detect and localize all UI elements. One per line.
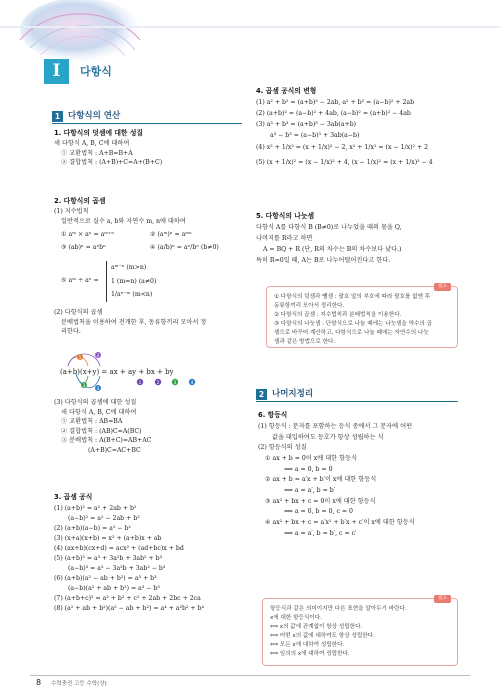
- tip-box-operations: [266, 286, 458, 348]
- tip-line: ③ 다항식의 나눗셈 : 단항식으로 나눌 때에는 나눗셈을 역수의 곱: [274, 320, 432, 327]
- formula-line: (a−b)² = a² − 2ab + b²: [68, 515, 140, 523]
- text-line: ② (aᵐ)ⁿ = aᵐⁿ: [150, 231, 192, 238]
- section-divider: [52, 123, 242, 124]
- marker-label: 3: [82, 383, 86, 388]
- diagram-expression: (a+b)(x+y) = ax + ay + bx + by: [60, 368, 174, 376]
- text-line: 1 (m=n) (a≠0): [111, 277, 157, 285]
- text-line: 세 다항식 A, B, C에 대하여: [54, 140, 130, 147]
- tip-line: 항등식과 같은 의미이지만 다른 표현을 알아두기 바란다.: [270, 606, 407, 612]
- page-footer: [36, 677, 107, 689]
- subheading-formulas: 3. 곱셈 공식: [54, 493, 93, 501]
- tip-box-identity: [262, 598, 458, 666]
- text-line: (2) 다항식의 곱셈: [54, 309, 103, 316]
- text-line: (1) 지수법칙: [54, 208, 89, 215]
- division-cases: [106, 261, 156, 302]
- division-text: [256, 223, 402, 266]
- tip-line: ⟺ 임의의 x에 대하여 성립한다.: [270, 650, 350, 657]
- formula-variants: [256, 98, 433, 171]
- text-line: 분배법칙을 이용하여 전개한 후, 동류항끼리 모아서 정: [61, 318, 207, 326]
- identity-text: [258, 422, 415, 539]
- formula-line: (1) (a+b)² = a² + 2ab + b²: [54, 505, 137, 512]
- subheading-identity: 6. 항등식: [258, 411, 288, 419]
- tip-line: ① 다항식의 덧셈과 뺄셈 : 괄호 앞의 부호에 따라 괄호를 없앤 후: [274, 294, 431, 300]
- text-line: 일반적으로 실수 a, b와 자연수 m, n에 대하여: [61, 217, 186, 225]
- distribution-diagram: [58, 352, 208, 394]
- exponent-division: [61, 276, 99, 286]
- header-band: [0, 26, 500, 28]
- tip-line: ⟺ x의 값에 관계없이 항상 성립한다.: [270, 623, 363, 630]
- tip-line: ② 다항식의 곱셈 : 지수법칙과 분배법칙을 이용한다.: [274, 311, 402, 318]
- page-number: 8: [36, 678, 42, 687]
- multiplication-formulas: [54, 504, 204, 615]
- formula-line: (7) (a+b+c)² = a² + b² + c² + 2ab + 2bc + 2ca: [54, 595, 201, 603]
- text-line: ③ 분배법칙 : A(B+C)=AB+AC: [61, 437, 152, 445]
- text-line: 리한다.: [61, 328, 81, 336]
- text-line: (2) 항등식의 성질: [258, 444, 307, 452]
- marker-label: 3: [173, 380, 177, 385]
- text-line: ⟺ a = a′, b = b′: [284, 486, 336, 494]
- section-number: 2: [256, 389, 267, 400]
- marker-label: 4: [96, 386, 100, 391]
- section-number: 1: [52, 111, 63, 122]
- text-line: A = BQ + R (단, R의 차수는 B의 차수보다 낮다.): [263, 245, 402, 253]
- section-divider: [256, 401, 458, 402]
- tip-line: 동류항끼리 모아서 정리한다.: [274, 302, 345, 309]
- exponent-laws-left: [61, 228, 114, 254]
- page-header: [0, 0, 500, 95]
- text-line: ④ (a/b)ⁿ = aⁿ/bⁿ (b≠0): [150, 244, 219, 252]
- book-title: 수력충전 고등 수학(상): [51, 681, 107, 687]
- formula-line: (4) (ax+b)(cx+d) = acx² + (ad+bc)x + bd: [54, 545, 184, 553]
- multiplication-properties: [54, 398, 151, 456]
- tip-badge: 참고: [434, 595, 451, 603]
- text-line: 다항식 A를 다항식 B (B≠0)로 나누었을 때의 몫을 Q,: [256, 224, 402, 231]
- marker-label: 4: [190, 380, 194, 385]
- text-line: 특히 R=0일 때, A는 B로 나누어떨어진다고 한다.: [256, 256, 391, 264]
- section-2-heading: [256, 388, 313, 401]
- text-line: aᵐ⁻ⁿ (m>n): [111, 264, 147, 271]
- text-line: 세 다항식 A, B, C에 대하여: [61, 408, 137, 416]
- formula-line: (8) (a² + ab + b²)(a² − ab + b²) = a⁴ + a²b² + b⁴: [54, 605, 204, 613]
- text-line: ② ax + b = a′x + b′이 x에 대한 항등식: [265, 476, 377, 484]
- text-line: ② 결합법칙 : (A+B)+C=A+(B+C): [61, 159, 163, 167]
- text-line: (1) 항등식 : 문자를 포함하는 등식 중에서 그 문자에 어떤: [258, 423, 413, 430]
- section-title: 나머지정리: [272, 389, 314, 399]
- section-title: 다항식의 연산: [68, 111, 121, 121]
- polynomial-product-text: [54, 308, 206, 337]
- subheading-addition: 1. 다항식의 덧셈에 대한 성질: [54, 129, 143, 137]
- exponent-laws-right: [150, 228, 219, 254]
- text-line: ⑤ aᵐ ÷ aⁿ =: [61, 277, 99, 284]
- text-line: ② 결합법칙 : (AB)C=A(BC): [61, 427, 142, 435]
- formula-line: (4) x² + 1/x² = (x + 1/x)² − 2, x² + 1/x² = (x − 1/x)² + 2: [256, 144, 429, 152]
- marker-label: 2: [156, 380, 160, 385]
- text-line: 값을 대입하여도 등호가 항상 성립하는 식: [272, 433, 384, 441]
- formula-line: (5) (a+b)³ = a³ + 3a²b + 3ab² + b³: [54, 555, 163, 563]
- marker-label: 2: [96, 353, 100, 358]
- section-1-heading: [52, 110, 120, 123]
- tip-line: ⟺ 모든 x에 대하여 성립한다.: [270, 641, 345, 648]
- text-line: ③ ax² + bx + c = 0이 x에 대한 항등식: [265, 497, 376, 505]
- formula-line: (3) a³ + b³ = (a+b)³ − 3ab(a+b): [256, 120, 357, 128]
- text-line: ① aᵐ × aⁿ = aᵐ⁺ⁿ: [61, 231, 115, 238]
- tip-line: 셈으로 바꾸어 계산하고, 다항식으로 나눌 때에는 자연수의 나눗: [274, 329, 429, 336]
- chapter-number: I: [44, 59, 69, 84]
- marker-label: 1: [78, 355, 82, 360]
- text-line: ③ (ab)ⁿ = aⁿbⁿ: [61, 244, 106, 252]
- text-line: (A+B)C=AC+BC: [88, 447, 141, 455]
- text-line: ① ax + b = 0이 x에 대한 항등식: [265, 454, 358, 462]
- tip-line: ⟺ 어떤 x의 값에 대하여도 항상 성립한다.: [270, 632, 375, 639]
- header-decoration: [0, 0, 190, 95]
- subheading-multiplication: 2. 다항식의 곱셈: [54, 197, 106, 205]
- text-line: ⟺ a = 0, b = 0: [284, 465, 333, 473]
- formula-line: (2) (a+b)² = (a−b)² + 4ab, (a−b)² = (a+b)² − 4ab: [256, 109, 411, 117]
- addition-properties: [54, 139, 162, 168]
- footer-rule: [30, 675, 470, 676]
- text-line: ① 교환법칙 : A+B=B+A: [61, 149, 133, 157]
- text-line: 1/aⁿ⁻ᵐ (m<n): [111, 291, 153, 299]
- subheading-division: 5. 다항식의 나눗셈: [256, 212, 315, 220]
- tip-line: x에 대한 항등식이다.: [270, 614, 322, 621]
- formula-line: (1) a² + b² = (a+b)² − 2ab, a² + b² = (a−b)² + 2ab: [256, 99, 415, 106]
- text-line: ① 교환법칙 : AB=BA: [61, 418, 123, 426]
- text-line: ④ ax² + bx + c = a′x² + b′x + c′이 x에 대한 항등식: [265, 518, 415, 526]
- text-line: 나머지를 R라고 하면: [256, 234, 313, 242]
- text-line: (3) 다항식의 곱셈에 대한 성질: [54, 399, 137, 406]
- formula-line: (3) (x+a)(x+b) = x² + (a+b)x + ab: [54, 535, 162, 543]
- text-line: ⟺ a = a′, b = b′, c = c′: [284, 529, 357, 537]
- formula-line: (a−b)(a² + ab + b²) = a³ − b³: [68, 585, 160, 593]
- formula-line: (2) (a+b)(a−b) = a² − b²: [54, 525, 131, 533]
- formula-line: (a−b)³ = a³ − 3a²b + 3ab² − b³: [68, 565, 166, 573]
- subheading-formula-variants: 4. 곱셈 공식의 변형: [256, 87, 317, 95]
- chapter-title: 다항식: [80, 65, 112, 78]
- text-line: ⟺ a = 0, b = 0, c = 0: [284, 508, 353, 516]
- exponent-intro: [54, 207, 186, 226]
- marker-label: 1: [138, 380, 142, 385]
- formula-line: (5) (x + 1/x)² = (x − 1/x)² + 4, (x − 1/x)² = (x + 1/x)² − 4: [256, 159, 433, 167]
- formula-line: (6) (a+b)(a² − ab + b²) = a³ + b³: [54, 575, 157, 583]
- tip-line: 셈과 같은 방법으로 한다.: [274, 338, 336, 345]
- formula-line: a³ − b³ = (a−b)³ + 3ab(a−b): [270, 131, 360, 139]
- tip-badge: 참고: [434, 283, 451, 291]
